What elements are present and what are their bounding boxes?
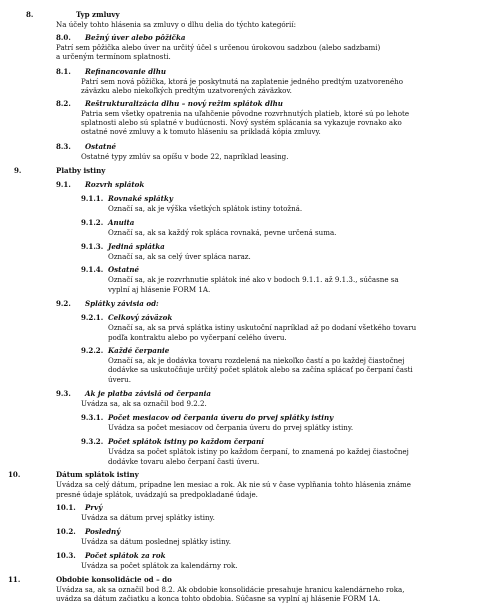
item-9-2-2-text-1: Označí sa, ak je dodávka tovaru rozdelená na niekoľko častí a po každej čiastočnej [108,356,405,365]
item-10-2-text-1: Uvádza sa dátum poslednej splátky istiny. [81,537,231,546]
section-number: 10. [8,470,21,479]
item-9-3-2-text-2: dodávke tovaru alebo čerpaní časti úveru. [108,457,260,466]
item-title: Reštrukturalizácia dlhu – nový režim splátok dlhu [85,99,283,108]
item-9-3-heading: 9.3. Ak je platba závislá od čerpania [56,389,211,398]
item-8-2-text-3: ostatné nové zmluvy a k tomuto hláseniu sa prikladá kópia zmluvy. [81,127,321,136]
item-8-3-text-1: Ostatné typy zmlúv sa opíšu v bode 22, napríklad leasing. [81,152,289,161]
item-9-3-1-text-1: Uvádza sa počet mesiacov od čerpania úveru do prvej splátky istiny. [108,423,354,432]
item-9-1-4-text-2: vyplní aj hlásenie FORM 1A. [108,285,211,294]
item-title: Bežný úver alebo pôžička [85,33,186,42]
item-title: Počet splátok za rok [85,551,166,560]
item-title: Ostatné [85,142,116,151]
item-9-1-2-heading: 9.1.2. Anuita [81,218,135,227]
item-10-3-heading: 10.3. Počet splátok za rok [56,551,166,560]
item-9-1-4-heading: 9.1.4. Ostatné [81,265,139,274]
item-title: Celkový záväzok [108,313,173,322]
item-9-2-1-heading: 9.2.1. Celkový záväzok [81,313,173,322]
item-10-2-heading: 10.2. Posledný [56,527,121,536]
item-9-1-1-text-1: Označí sa, ak je výška všetkých splátok istiny totožná. [108,204,303,213]
item-title: Refinancovanie dlhu [85,67,167,76]
item-9-2-2-text-3: úveru. [108,375,131,384]
section-number: 9. [14,166,22,175]
item-title: Anuita [108,218,135,227]
section-9-heading [14,167,105,175]
item-9-3-2-heading: 9.3.2. Počet splátok istiny po každom čerpaní [81,437,264,446]
item-8-1-heading: 8.1. Refinancovanie dlhu [56,67,167,76]
item-9-2-1-text-2: podľa kontraktu alebo po vyčerpaní celého úveru. [108,333,287,342]
item-9-1-3-heading: 9.1.3. Jediná splátka [81,242,165,251]
item-title: Splátky závisia od: [85,299,159,308]
item-8-1-text-2: záväzku alebo niekoľkých predtým uzatvorených záväzkov. [81,86,292,95]
item-title: Jediná splátka [108,242,165,251]
section-10-text-2: presné údaje splátok, uvádzajú sa predpokladané údaje. [56,490,258,499]
section-title: Dátum splátok istiny [56,470,139,479]
item-9-3-1-heading: 9.3.1. Počet mesiacov od čerpania úveru do prvej splátky istiny [81,413,334,422]
item-9-2-heading: 9.2. Splátky závisia od: [56,299,159,308]
item-8-1-text-1: Patrí sem nová pôžička, ktorá je poskytnutá na zaplatenie jedného predtým uzatvoreného [81,77,404,86]
item-title: Každé čerpanie [108,346,170,355]
item-title: Prvý [85,503,103,512]
item-9-1-3-text-1: Označí sa, ak sa celý úver splácа naraz. [108,252,251,261]
section-title: Platby istiny [56,166,106,175]
item-title: Rovnaké splátky [108,194,173,203]
item-title: Posledný [85,527,121,536]
item-10-1-heading: 10.1. Prvý [56,503,103,512]
item-8-3-heading: 8.3. Ostatné [56,142,116,151]
item-10-1-text-1: Uvádza sa dátum prvej splátky istiny. [81,513,215,522]
item-9-2-2-heading: 9.2.2. Každé čerpanie [81,346,170,355]
item-8-0-heading: 8.0. Bežný úver alebo pôžička [56,33,186,42]
section-8-intro: Na účely tohto hlásenia sa zmluvy o dlhu delia do týchto kategórií: [56,20,296,29]
item-title: Počet mesiacov od čerpania úveru do prvej splátky istiny [108,413,334,422]
item-8-2-text-1: Patria sem všetky opatrenia na uľahčenie pôvodne rozvrhnutých platieb, ktoré sú po lehote [81,109,410,118]
section-title: Obdobie konsolidácie od – do [56,575,172,584]
item-8-0-text-1: Patrí sem pôžička alebo úver na určitý účel s určenou úrokovou sadzbou (alebo sadzbami) [56,43,381,52]
section-title: Typ zmluvy [76,10,120,19]
section-number: 8. [26,10,34,19]
section-11-text-2: uvádza sa dátum začiatku a konca tohto obdobia. Súčasne sa vyplní aj hlásenie FORM 1A. [56,594,381,603]
item-9-1-heading: 9.1. Rozvrh splátok [56,180,145,189]
item-title: Rozvrh splátok [85,180,145,189]
section-11-text-1: Uvádza sa, ak sa označil bod 8.2. Ak obdobie konsolidácie presahuje hranicu kalendárneho roka, [56,585,405,594]
item-title: Počet splátok istiny po každom čerpaní [108,437,264,446]
section-8-heading [26,11,120,19]
item-10-3-text-1: Uvádza sa počet splátok za kalendárny rok. [81,561,238,570]
item-9-3-text-1: Uvádza sa, ak sa označil bod 9.2.2. [81,399,207,408]
section-11-heading [8,576,172,584]
section-number: 11. [8,575,21,584]
item-9-1-4-text-1: Označí sa, ak je rozvrhnutie splátok iné ako v bodoch 9.1.1. až 9.1.3., súčasne sa [108,275,399,284]
section-10-heading [8,471,139,479]
item-8-2-text-2: splatnosti alebo sú splatné v budúcnosti. Nový systém splácania sa vykazuje rovnako ako [81,118,402,127]
item-title: Ostatné [108,265,139,274]
section-10-text-1: Uvádza sa celý dátum, prípadne len mesiac a rok. Ak nie sú v čase vyplňania tohto hlásenia známe [56,480,411,489]
item-9-3-2-text-1: Uvádza sa počet splátok istiny po každom čerpaní, to znamená po každej čiastočnej [108,447,409,456]
item-9-1-2-text-1: Označí sa, ak sa každý rok spláca rovnaká, pevne určená suma. [108,228,337,237]
item-8-0-text-2: a určeným termínom splatnosti. [56,52,171,61]
item-8-2-heading: 8.2. Reštrukturalizácia dlhu – nový režim splátok dlhu [56,99,283,108]
item-title: Ak je platba závislá od čerpania [85,389,211,398]
item-9-1-1-heading: 9.1.1. Rovnaké splátky [81,194,173,203]
item-9-2-1-text-1: Označí sa, ak sa prvá splátka istiny uskutoční napríklad až po dodaní všetkého tovaru [108,323,417,332]
item-9-2-2-text-2: dodávke sa uskutočňuje určitý počet splátok alebo sa začína splácať po čerpaní časti [108,365,413,374]
